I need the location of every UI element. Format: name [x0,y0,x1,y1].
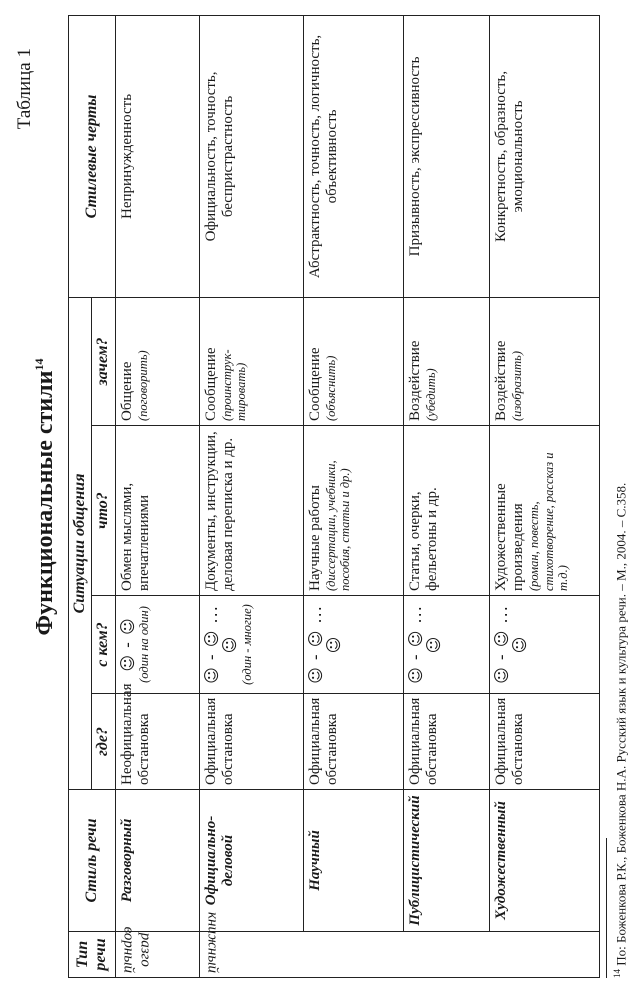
what-note: (роман, повесть, стихотворение, рассказ и т.д.) [527,452,571,591]
why-cell [115,297,199,425]
table-row [115,15,199,977]
header-type: Тип речи [69,932,116,978]
style-cell: Разговорный [115,790,199,932]
why-text: Сообщение [306,347,323,421]
traits-cell: Конкретность, образность, эмоциональность [489,15,599,297]
smiley-icon: ☺ - ☺ [117,617,137,672]
what-cell [199,426,303,596]
why-text: Сообщение [202,347,219,421]
traits-cell: Абстрактность, точность, логичность, объективность [303,15,403,297]
table-row [199,15,303,977]
functional-styles-table [68,15,600,978]
who-cell [303,596,403,694]
why-text: Воздействие [406,340,423,421]
where-cell: Официальная обстановка [199,694,303,790]
who-note: (один на один) [137,606,152,683]
who-cell [199,596,303,694]
style-cell: Художественный [489,790,599,932]
why-cell [403,297,489,425]
why-cell [489,297,599,425]
where-cell: Неофициальная обстановка [115,694,199,790]
why-cell [303,297,403,425]
what-cell [303,426,403,596]
why-note: (убедить) [424,368,439,421]
table-row [403,15,489,977]
type-label-colloquial: разго ворный [120,926,154,974]
what-note: (диссертации, учебники, пособия, статьи и др.) [324,460,353,591]
why-text: Воздействие [492,340,509,421]
what-text: Статьи, очерки, фельетоны и др. [406,487,441,591]
what-text: Документы, инструкции, деловая переписка и др. [202,431,237,591]
styles-table-wrapper [68,16,590,978]
page-title [32,0,59,994]
why-cell [199,297,303,425]
header-what: что? [92,426,115,596]
style-cell: Научный [303,790,403,932]
what-text: Научные работы [306,484,323,591]
header-row-top [69,15,92,977]
header-where: где? [92,694,115,790]
who-cell [115,596,199,694]
smiley-icon: ☺ - ☺ ...☺ [201,605,240,684]
type-label-bookish: книжный [204,911,221,973]
footnote-divider [606,838,607,978]
what-text: Художественные произведения [492,483,527,591]
what-cell [489,426,599,596]
where-cell: Официальная обстановка [303,694,403,790]
why-text: Общение [118,361,135,421]
smiley-icon: ☺ - ☺ ...☺ [305,605,344,684]
who-cell [489,596,599,694]
header-style: Стиль речи [69,790,116,932]
header-traits: Стилевые черты [69,15,116,297]
smiley-icon: ☺ - ☺ ...☺ [491,605,530,684]
traits-cell: Призывность, экспрессивность [403,15,489,297]
footnote-mark: 14 [612,969,622,978]
what-cell [115,426,199,596]
why-note: (изобразить) [510,350,525,421]
table-row [489,15,599,977]
traits-cell: Официальность, точность, беспристрастность [199,15,303,297]
table-number: Таблица 1 [14,48,35,130]
footnote [612,483,629,978]
title-footnote-mark: 14 [32,358,46,371]
type-cell-bookish [199,911,599,978]
why-note: (поговорить) [136,350,151,421]
page-title-text: Функциональные стили [32,370,58,636]
why-note: (объяснить) [324,355,339,421]
why-note: (проинструк-тировать) [220,349,249,421]
what-text: Обмен мыслями, впечатлениями [118,482,153,591]
style-cell: Официально-деловой [199,790,303,932]
table-row [303,15,403,977]
style-cell: Публицистический [403,790,489,932]
type-cell-colloquial [115,926,199,978]
header-why: зачем? [92,297,115,425]
what-cell [403,426,489,596]
footnote-text: По: Боженкова Р.К., Боженкова Н.А. Русский язык и культура речи. – М., 2004. – С.358. [613,482,629,966]
smiley-icon: ☺ - ☺ ...☺ [405,605,444,684]
header-who: с кем? [92,596,115,694]
who-note: (один - многие) [239,604,254,685]
where-cell: Официальная обстановка [489,694,599,790]
who-cell [403,596,489,694]
where-cell: Официальная обстановка [403,694,489,790]
traits-cell: Непринужденность [115,15,199,297]
header-situations: Ситуации общения [69,297,92,789]
